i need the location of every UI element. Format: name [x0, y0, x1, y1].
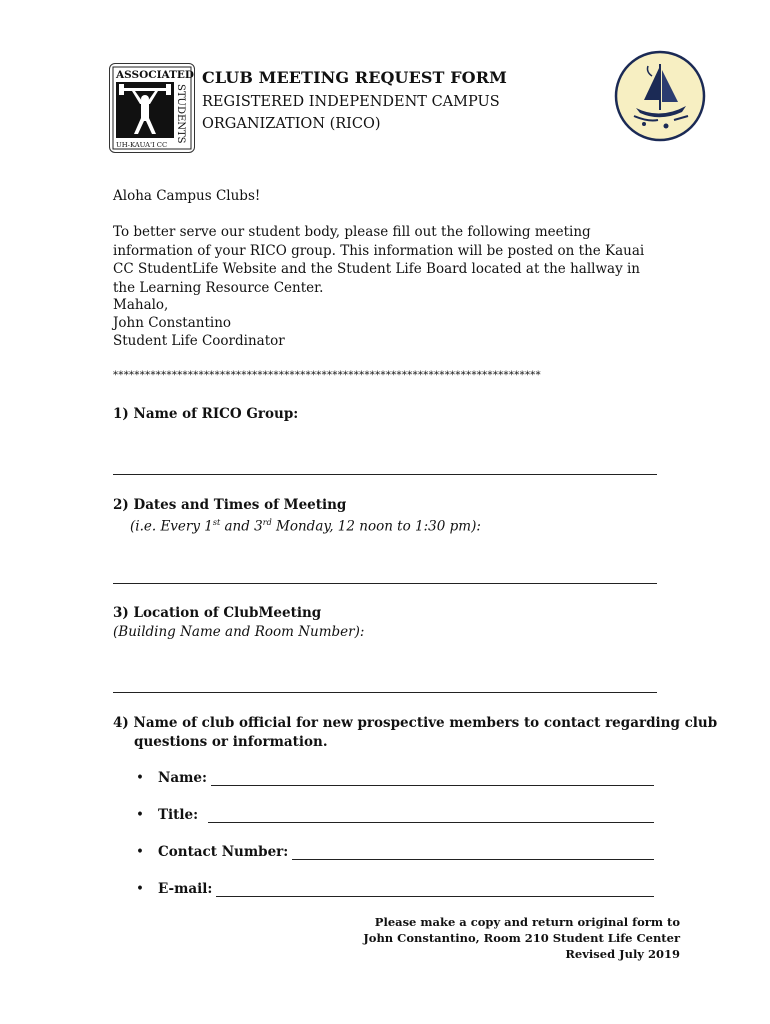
- question-1-label: 1) Name of RICO Group:: [113, 406, 299, 422]
- letter-paragraph: To better serve our student body, please fill out the following meeting information of your RICO group. This information will be posted on the Kauai CC StudentLife Website and the Student Life Board located at the hallway in the Learning Resource Center.: [113, 224, 645, 296]
- associated-students-logo: [109, 63, 195, 153]
- contact-email-label: E-mail:: [158, 881, 213, 897]
- letter-greeting: Aloha Campus Clubs!: [113, 188, 261, 204]
- contact-title-field[interactable]: [136, 807, 654, 823]
- letter-closing: Mahalo,: [113, 297, 169, 313]
- question-3-hint: (Building Name and Room Number):: [113, 624, 365, 640]
- question-2-hint-sup-st: st: [212, 518, 221, 527]
- question-4-label-line-2: questions or information.: [134, 734, 328, 750]
- canoe-seal-icon: [614, 50, 706, 142]
- contact-email-line[interactable]: [216, 882, 654, 897]
- question-4-label-line-1: 4) Name of club official for new prospective members to contact regarding club: [113, 715, 718, 731]
- question-2-answer-line[interactable]: [113, 583, 657, 584]
- logo-text-associated: ASSOCIATED: [116, 69, 194, 81]
- question-2-hint-part-c: Monday, 12 noon to 1:30 pm):: [271, 518, 481, 535]
- form-title: CLUB MEETING REQUEST FORM: [202, 68, 507, 87]
- contact-name-label: Name:: [158, 770, 207, 786]
- contact-number-label: Contact Number:: [158, 844, 289, 860]
- contact-number-field[interactable]: [136, 844, 654, 860]
- logo-text-uh-kauai: UH-KAUA'I CC: [116, 141, 168, 149]
- bullet-icon: •: [136, 807, 144, 823]
- bullet-icon: •: [136, 770, 144, 786]
- logo-text-students: STUDENTS: [175, 84, 186, 144]
- contact-name-line[interactable]: [211, 771, 654, 786]
- canoe-seal-logo: [614, 50, 706, 142]
- contact-title-line[interactable]: [208, 808, 654, 823]
- question-2-hint-part-b: and 3: [220, 518, 263, 535]
- bullet-icon: •: [136, 844, 144, 860]
- question-3-label: 3) Location of ClubMeeting: [113, 605, 322, 621]
- question-2-hint-part-a: (i.e. Every 1: [130, 518, 213, 535]
- weightlifter-logo-icon: [110, 64, 194, 152]
- question-2-hint-sup-rd: rd: [262, 518, 272, 527]
- question-3-answer-line[interactable]: [113, 692, 657, 693]
- contact-email-field[interactable]: [136, 881, 654, 897]
- footer-instructions: Please make a copy and return original form to John Constantino, Room 210 Student Life Center Revised July 2019: [363, 915, 680, 961]
- letter-signer-name: John Constantino: [113, 315, 232, 331]
- question-2-hint: [130, 514, 481, 536]
- form-subtitle: REGISTERED INDEPENDENT CAMPUS ORGANIZATION (RICO): [202, 94, 500, 132]
- question-2-label: 2) Dates and Times of Meeting: [113, 497, 347, 513]
- contact-number-line[interactable]: [292, 845, 654, 860]
- question-1-answer-line[interactable]: [113, 474, 657, 475]
- divider-stars: ********************************************************************************: [113, 370, 541, 381]
- contact-title-label: Title:: [158, 807, 199, 823]
- bullet-icon: •: [136, 881, 144, 897]
- letter-signer-title: Student Life Coordinator: [113, 333, 285, 349]
- contact-name-field[interactable]: [136, 770, 654, 786]
